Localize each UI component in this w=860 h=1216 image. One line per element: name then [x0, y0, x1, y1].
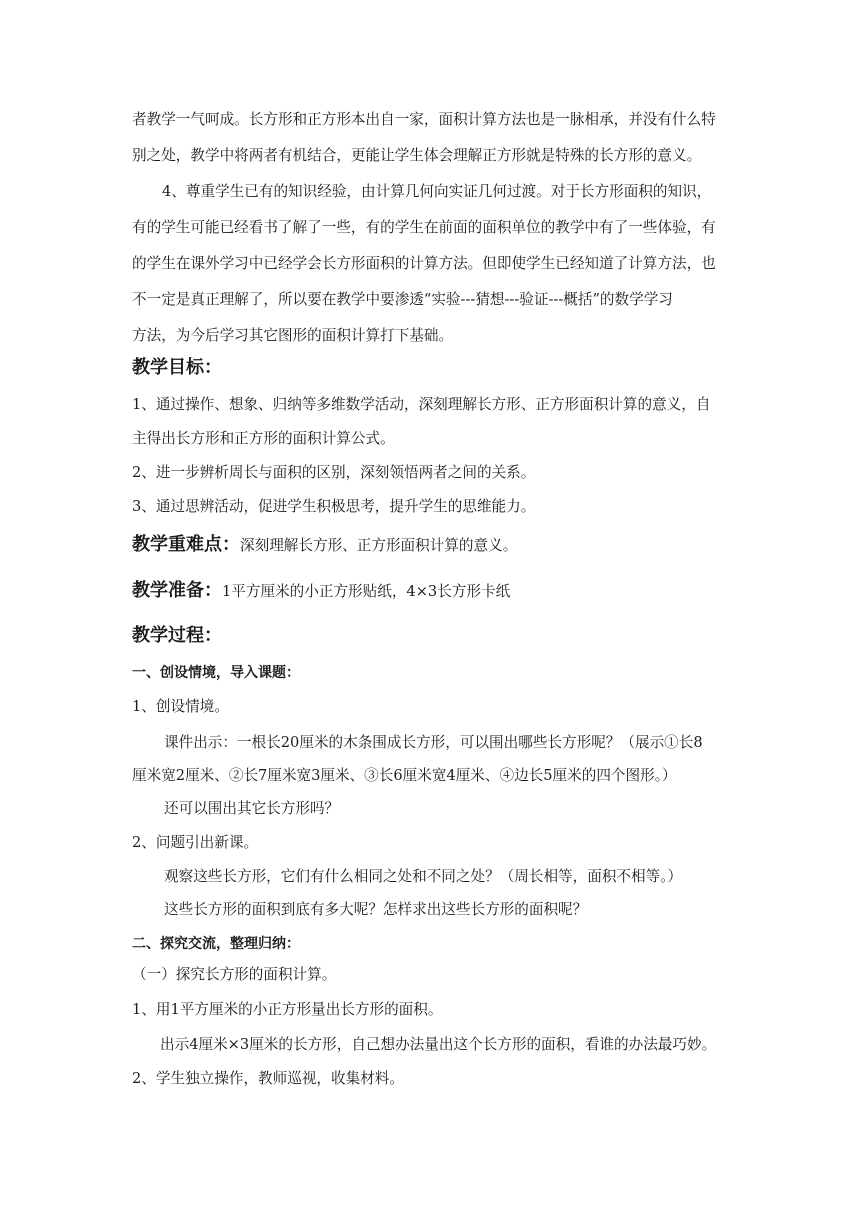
difficulty-text: 深刻理解长方形、正方形面积计算的意义。: [240, 537, 518, 554]
paragraph-line: 1、用1平方厘米的小正方形量出长方形的面积。: [132, 1001, 443, 1018]
paragraph-line: 者教学一气呵成。长方形和正方形本出自一家，面积计算方法也是一脉相承，并没有什么特: [132, 111, 716, 128]
paragraph-line: 1、创设情境。: [132, 698, 229, 715]
difficulty-label: 教学重难点：: [132, 534, 240, 555]
section-heading-prep: [132, 579, 510, 604]
prep-text: 1平方厘米的小正方形贴纸，4×3长方形卡纸: [222, 583, 511, 600]
paragraph-line: 这些长方形的面积到底有多大呢？怎样求出这些长方形的面积呢？: [164, 901, 588, 918]
goal-item: 2、进一步辨析周长与面积的区别，深刻领悟两者之间的关系。: [132, 464, 536, 481]
paragraph-line: 2、学生独立操作，教师巡视，收集材料。: [132, 1070, 404, 1087]
paragraph-line: 观察这些长方形，它们有什么相同之处和不同之处？（周长相等，面积不相等。）: [164, 868, 683, 885]
paragraph-line: 课件出示：一根长20厘米的木条围成长方形，可以围出哪些长方形呢？（展示①长8: [164, 734, 703, 751]
goal-item: 1、通过操作、想象、归纳等多维数学活动，深刻理解长方形、正方形面积计算的意义，自: [132, 396, 711, 413]
paragraph-line: 厘米宽2厘米、②长7厘米宽3厘米、③长6厘米宽4厘米、④边长5厘米的四个图形。）: [132, 767, 677, 784]
goal-item: 主得出长方形和正方形的面积计算公式。: [132, 430, 395, 447]
subsection-heading: 一、创设情境，导入课题：: [132, 665, 300, 681]
paragraph-line: 方法，为今后学习其它图形的面积计算打下基础。: [132, 327, 454, 344]
section-heading-goals: 教学目标：: [132, 357, 222, 378]
goal-item: 3、通过思辨活动，促进学生积极思考，提升学生的思维能力。: [132, 498, 536, 515]
paragraph-line: 有的学生可能已经看书了解了一些，有的学生在前面的面积单位的教学中有了一些体验，有: [132, 219, 716, 236]
section-heading-difficulty: [132, 533, 517, 558]
paragraph-line: 的学生在课外学习中已经学会长方形面积的计算方法。但即使学生已经知道了计算方法，也: [132, 255, 716, 272]
prep-label: 教学准备：: [132, 580, 222, 601]
paragraph-line: 出示4厘米×3厘米的长方形，自己想办法量出这个长方形的面积，看谁的办法最巧妙。: [160, 1036, 717, 1053]
paragraph-line: （一）探究长方形的面积计算。: [132, 966, 337, 983]
paragraph-line: 还可以围出其它长方形吗？: [164, 800, 340, 817]
paragraph-line: 2、问题引出新课。: [132, 834, 259, 851]
paragraph-line: 别之处，教学中将两者有机结合，更能让学生体会理解正方形就是特殊的长方形的意义。: [132, 147, 702, 164]
paragraph-line: 4、尊重学生已有的知识经验，由计算几何向实证几何过渡。对于长方形面积的知识，: [162, 183, 712, 200]
section-heading-process: 教学过程：: [132, 625, 222, 646]
subsection-heading: 二、探究交流，整理归纳：: [132, 936, 300, 952]
paragraph-line: 不一定是真正理解了，所以要在教学中要渗透“实验---猜想---验证---概括”的数学学习: [132, 291, 673, 308]
